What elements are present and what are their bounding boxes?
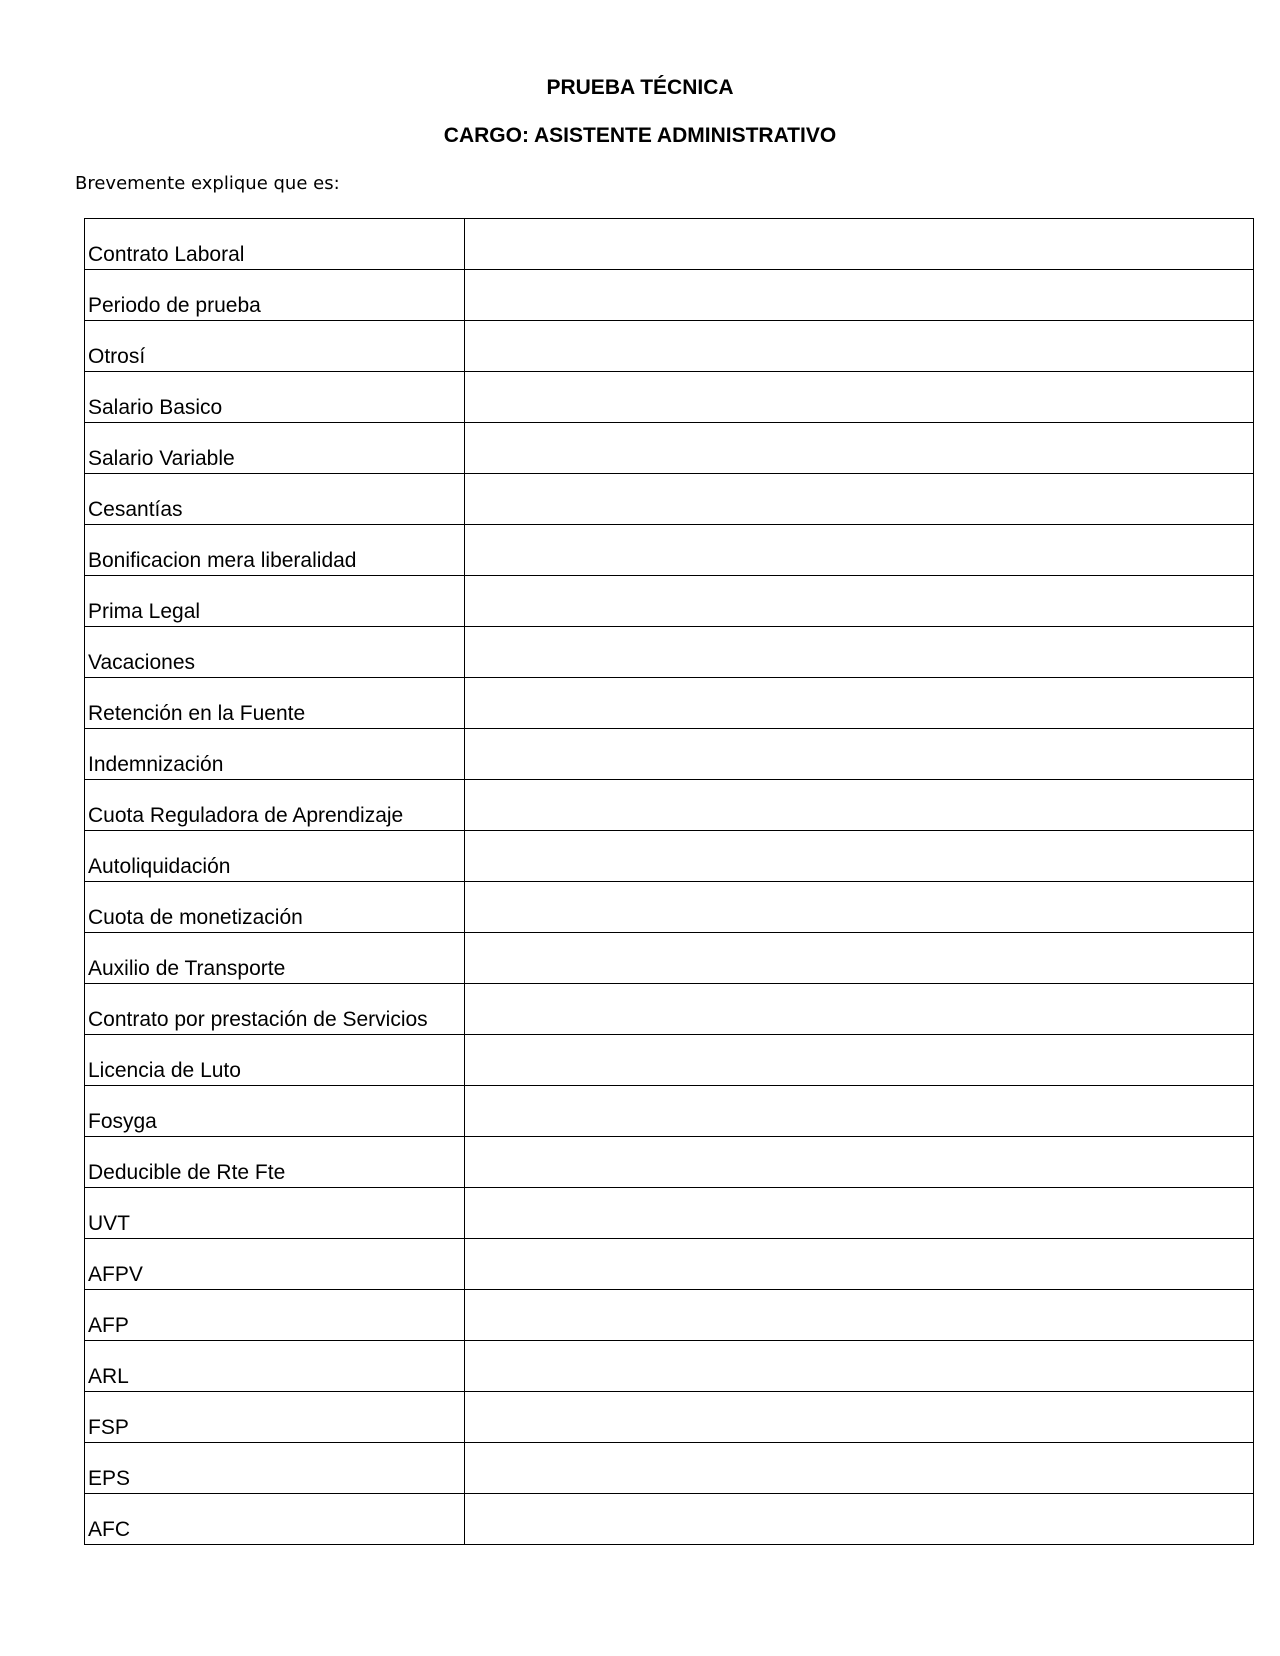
- term-cell: Vacaciones: [85, 627, 465, 678]
- answer-cell[interactable]: [465, 1035, 1254, 1086]
- table-row: [85, 321, 1254, 372]
- term-cell: AFPV: [85, 1239, 465, 1290]
- answer-cell[interactable]: [465, 678, 1254, 729]
- table-row: [85, 729, 1254, 780]
- answer-cell[interactable]: [465, 831, 1254, 882]
- table-row: [85, 1239, 1254, 1290]
- term-cell: Autoliquidación: [85, 831, 465, 882]
- instruction-text: Brevemente explique que es:: [75, 173, 340, 194]
- term-cell: Auxilio de Transporte: [85, 933, 465, 984]
- term-cell: Contrato por prestación de Servicios: [85, 984, 465, 1035]
- answer-cell[interactable]: [465, 729, 1254, 780]
- answer-cell[interactable]: [465, 1137, 1254, 1188]
- table-row: [85, 933, 1254, 984]
- answer-cell[interactable]: [465, 780, 1254, 831]
- table-row: [85, 984, 1254, 1035]
- table-row: [85, 270, 1254, 321]
- answer-cell[interactable]: [465, 525, 1254, 576]
- answer-cell[interactable]: [465, 984, 1254, 1035]
- page-title: PRUEBA TÉCNICA: [546, 76, 734, 99]
- term-cell: Cuota Reguladora de Aprendizaje: [85, 780, 465, 831]
- table-row: [85, 1341, 1254, 1392]
- table-row: [85, 780, 1254, 831]
- term-cell: AFP: [85, 1290, 465, 1341]
- answer-cell[interactable]: [465, 474, 1254, 525]
- answer-cell[interactable]: [465, 270, 1254, 321]
- table-row: [85, 1494, 1254, 1545]
- table-row: [85, 1188, 1254, 1239]
- answer-cell[interactable]: [465, 372, 1254, 423]
- term-cell: Retención en la Fuente: [85, 678, 465, 729]
- table-row: [85, 219, 1254, 270]
- term-cell: EPS: [85, 1443, 465, 1494]
- table-row: [85, 627, 1254, 678]
- table-row: [85, 1137, 1254, 1188]
- term-cell: Salario Basico: [85, 372, 465, 423]
- table-row: [85, 1443, 1254, 1494]
- term-cell: Contrato Laboral: [85, 219, 465, 270]
- term-cell: Cuota de monetización: [85, 882, 465, 933]
- term-cell: Deducible de Rte Fte: [85, 1137, 465, 1188]
- terms-table: [84, 218, 1254, 1545]
- term-cell: UVT: [85, 1188, 465, 1239]
- term-cell: Prima Legal: [85, 576, 465, 627]
- answer-cell[interactable]: [465, 882, 1254, 933]
- answer-cell[interactable]: [465, 627, 1254, 678]
- answer-cell[interactable]: [465, 423, 1254, 474]
- table-row: [85, 525, 1254, 576]
- table-row: [85, 1035, 1254, 1086]
- table-row: [85, 576, 1254, 627]
- answer-cell[interactable]: [465, 933, 1254, 984]
- term-cell: Bonificacion mera liberalidad: [85, 525, 465, 576]
- answer-cell[interactable]: [465, 1188, 1254, 1239]
- term-cell: Periodo de prueba: [85, 270, 465, 321]
- answer-cell[interactable]: [465, 1239, 1254, 1290]
- page-subtitle: CARGO: ASISTENTE ADMINISTRATIVO: [443, 124, 837, 147]
- term-cell: Salario Variable: [85, 423, 465, 474]
- term-cell: Licencia de Luto: [85, 1035, 465, 1086]
- answer-cell[interactable]: [465, 1494, 1254, 1545]
- answer-cell[interactable]: [465, 1086, 1254, 1137]
- table-row: [85, 423, 1254, 474]
- table-row: [85, 831, 1254, 882]
- table-row: [85, 1290, 1254, 1341]
- term-cell: Fosyga: [85, 1086, 465, 1137]
- term-cell: FSP: [85, 1392, 465, 1443]
- term-cell: Otrosí: [85, 321, 465, 372]
- table-row: [85, 474, 1254, 525]
- term-cell: AFC: [85, 1494, 465, 1545]
- answer-cell[interactable]: [465, 1392, 1254, 1443]
- table-row: [85, 882, 1254, 933]
- answer-cell[interactable]: [465, 1341, 1254, 1392]
- term-cell: ARL: [85, 1341, 465, 1392]
- term-cell: Indemnización: [85, 729, 465, 780]
- table-row: [85, 678, 1254, 729]
- answer-cell[interactable]: [465, 219, 1254, 270]
- answer-cell[interactable]: [465, 321, 1254, 372]
- answer-cell[interactable]: [465, 576, 1254, 627]
- answer-cell[interactable]: [465, 1290, 1254, 1341]
- answer-cell[interactable]: [465, 1443, 1254, 1494]
- table-row: [85, 1086, 1254, 1137]
- table-row: [85, 372, 1254, 423]
- term-cell: Cesantías: [85, 474, 465, 525]
- table-row: [85, 1392, 1254, 1443]
